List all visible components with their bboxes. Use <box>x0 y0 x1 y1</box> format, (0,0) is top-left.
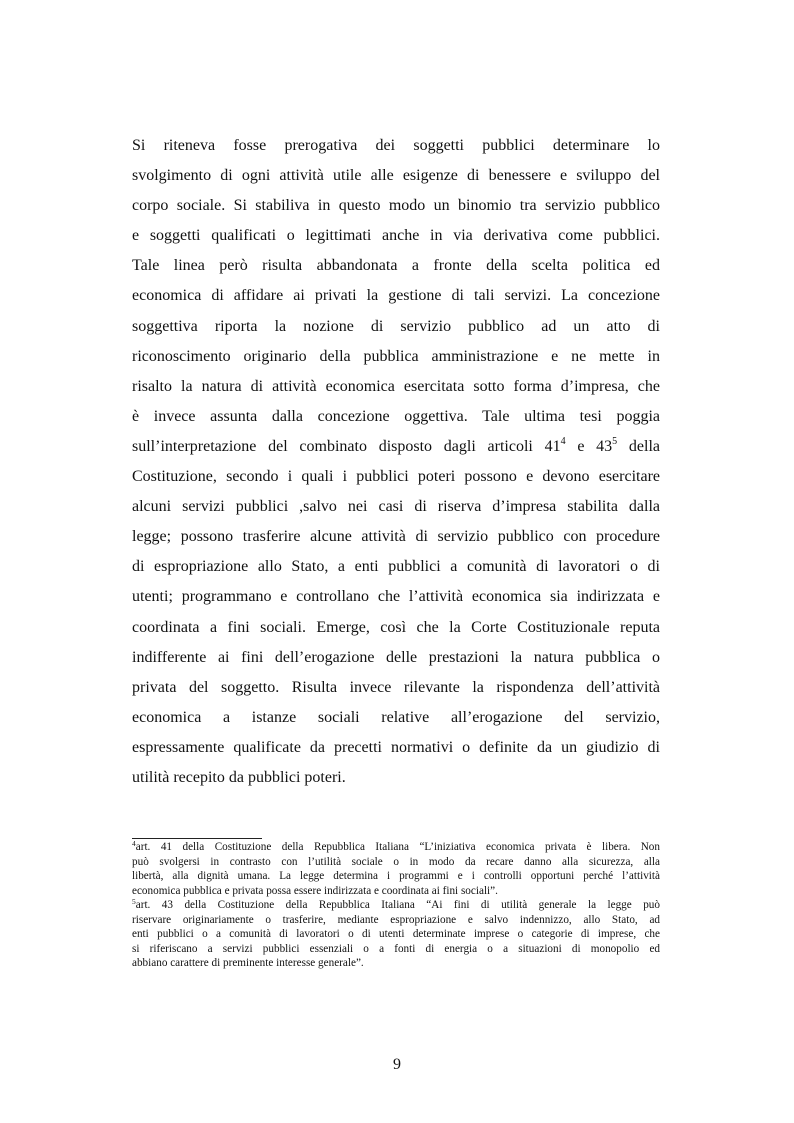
footnote-line: libertà, alla dignità umana. La legge determina i programmi e i controlli opportuni perché l’attività <box>132 870 660 882</box>
body-line: svolgimento di ogni attività utile alle esigenze di benessere e sviluppo del <box>132 167 660 185</box>
body-paragraph <box>132 131 660 793</box>
footnote-line: $^5$art. 43 della Costituzione della Repubblica Italiana “Ai fini di utilità generale la legge può <box>132 897 660 911</box>
body-line: riconoscimento originario della pubblica amministrazione e ne mette in <box>132 347 660 365</box>
body-line: è invece assunta dalla concezione oggettiva. Tale ultima tesi poggia <box>132 407 660 425</box>
footnote-line: può svolgersi in contrasto con l’utilità sociale o in modo da recare danno alla sicurezza, alla <box>132 855 660 868</box>
footnote-line: economica pubblica e privata possa essere indirizzata e coordinata ai fini sociali”. <box>132 884 498 897</box>
footnote-marker-5: 5 <box>132 897 136 906</box>
page-number: 9 <box>393 1056 401 1073</box>
body-line: economica di affidare ai privati la gestione di tali servizi. La concezione <box>132 287 660 305</box>
footnote-line: riservare originariamente o trasferire, mediante espropriazione e salvo indennizzo, allo Stato, ad <box>132 913 660 926</box>
body-line-with-footnote-refs: sull’interpretazione del combinato disposto dagli articoli $41^4$ e $43^5$ della <box>132 435 661 455</box>
body-line: indifferente ai fini dell’erogazione delle prestazioni la natura pubblica o <box>132 648 660 666</box>
body-line: Si riteneva fosse prerogativa dei soggetti pubblici determinare lo <box>132 137 660 154</box>
body-line: e soggetti qualificati o legittimati anche in via derivativa come pubblici. <box>132 227 660 245</box>
body-line: soggettiva riporta la nozione di servizio pubblico ad un atto di <box>132 317 660 335</box>
footnote-separator <box>132 838 262 839</box>
body-line: economica a istanze sociali relative all’erogazione del servizio, <box>132 708 660 726</box>
footnote-line: si riferiscano a servizi pubblici essenziali o a fonti di energia o a situazioni di monopolio ed <box>132 942 660 955</box>
body-line: legge; possono trasferire alcune attività di servizio pubblico con procedure <box>132 528 660 546</box>
footnote-ref-5[interactable]: 5 <box>612 435 618 447</box>
footnote-line: abbiano carattere di preminente interesse generale”. <box>132 957 364 969</box>
footnote-line: enti pubblici o a comunità di lavoratori o di utenti determinate imprese o categorie di imprese, che <box>132 928 660 940</box>
body-line: risalto la natura di attività economica esercitata sotto forma d’impresa, che <box>132 377 660 395</box>
body-line: coordinata a fini sociali. Emerge, così che la Corte Costituzionale reputa <box>132 618 660 636</box>
body-line: Tale linea però risulta abbandonata a fronte della scelta politica ed <box>132 257 660 275</box>
footnote-ref-4[interactable]: 4 <box>560 435 566 447</box>
body-line: utenti; programmano e controllano che l’attività economica sia indirizzata e <box>132 588 660 606</box>
body-line: alcuni servizi pubblici ,salvo nei casi di riserva d’impresa stabilita dalla <box>132 498 660 516</box>
footnote-line: $^4$art. 41 della Costituzione della Repubblica Italiana “L’iniziativa economica privata è libera. Non <box>132 839 660 853</box>
body-line: di espropriazione allo Stato, a enti pubblici a comunità di lavoratori o di <box>132 558 660 576</box>
footnotes <box>132 840 660 971</box>
body-line: privata del soggetto. Risulta invece rilevante la rispondenza dell’attività <box>132 678 660 696</box>
body-line: utilità recepito da pubblici poteri. <box>132 768 346 786</box>
body-line: espressamente qualificate da precetti normativi o definite da un giudizio di <box>132 738 660 756</box>
footnote-marker-4: 4 <box>132 839 136 848</box>
body-line: corpo sociale. Si stabiliva in questo modo un binomio tra servizio pubblico <box>132 197 660 215</box>
body-line: Costituzione, secondo i quali i pubblici poteri possono e devono esercitare <box>132 468 660 486</box>
